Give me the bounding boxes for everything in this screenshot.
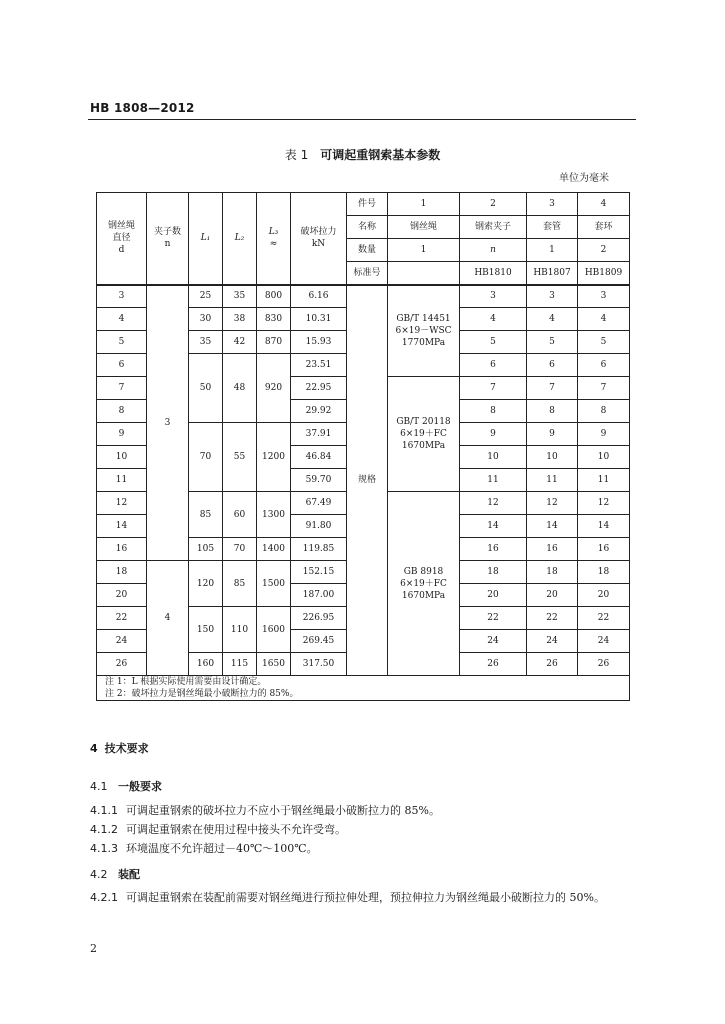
cell-l1: 70 — [189, 423, 223, 492]
cell-l3: 920 — [257, 354, 291, 423]
cell-l3: 1400 — [257, 538, 291, 561]
cell-clip: 14 — [460, 515, 527, 538]
cell-clip: 12 — [460, 492, 527, 515]
cell-l2: 38 — [223, 308, 257, 331]
cell-breaking-force: 91.80 — [291, 515, 347, 538]
table-note: 注 1：L 根据实际使用需要由设计确定。 — [105, 677, 267, 687]
cell-thimble: 16 — [578, 538, 630, 561]
cell-l1: 30 — [189, 308, 223, 331]
clause-number: 4.1.1 — [90, 804, 118, 817]
cell-clip: 8 — [460, 400, 527, 423]
col-header-breaking-force: 破坏拉力 kN — [291, 193, 347, 285]
cell-breaking-force: 23.51 — [291, 354, 347, 377]
cell-clip: 26 — [460, 653, 527, 676]
part-row-label: 件号 — [347, 193, 388, 216]
cell-sleeve: 16 — [527, 538, 578, 561]
cell-l1: 160 — [189, 653, 223, 676]
part-cell: 3 — [527, 193, 578, 216]
clause-text: 可调起重钢索的破坏拉力不应小于钢丝绳最小破断拉力的 85%。 — [126, 804, 440, 817]
cell-clip: 22 — [460, 607, 527, 630]
cell-breaking-force: 15.93 — [291, 331, 347, 354]
col-header-rope-diameter: 钢丝绳 直径 d — [97, 193, 147, 285]
part-cell: 1 — [388, 193, 460, 216]
cell-rope-diameter: 14 — [97, 515, 147, 538]
table-row — [97, 285, 630, 308]
cell-l2: 60 — [223, 492, 257, 538]
cell-thimble: 26 — [578, 653, 630, 676]
table-number: 表 1 — [284, 148, 309, 162]
cell-rope-standard: GB 8918 6×19＋FC 1670MPa — [388, 492, 460, 676]
cell-sleeve: 5 — [527, 331, 578, 354]
section-4-heading — [90, 740, 149, 756]
cell-l3: 1600 — [257, 607, 291, 653]
cell-thimble: 20 — [578, 584, 630, 607]
section-4-1-heading — [90, 778, 162, 794]
clause-4-1-1 — [90, 801, 638, 821]
section-title: 装配 — [118, 868, 140, 881]
cell-breaking-force: 10.31 — [291, 308, 347, 331]
cell-spec-label: 规格 — [347, 285, 388, 676]
cell-l2: 42 — [223, 331, 257, 354]
cell-thimble: 18 — [578, 561, 630, 584]
cell-l2: 85 — [223, 561, 257, 607]
cell-clip: 5 — [460, 331, 527, 354]
clause-number: 4.1.2 — [90, 823, 118, 836]
cell-l3: 800 — [257, 285, 291, 308]
cell-clip: 24 — [460, 630, 527, 653]
cell-breaking-force: 22.95 — [291, 377, 347, 400]
cell-sleeve: 3 — [527, 285, 578, 308]
page-number: 2 — [90, 942, 97, 955]
cell-rope-diameter: 26 — [97, 653, 147, 676]
clause-4-1-3 — [90, 839, 638, 859]
clause-text: 可调起重钢索在装配前需要对钢丝绳进行预拉伸处理，预拉伸拉力为钢丝绳最小破断拉力的 50%。 — [126, 891, 605, 904]
clause-4-2-1 — [90, 888, 638, 908]
cell-clip: 18 — [460, 561, 527, 584]
cell-l3: 1650 — [257, 653, 291, 676]
part-row-label: 标准号 — [347, 262, 388, 285]
cell-sleeve: 10 — [527, 446, 578, 469]
cell-sleeve: 11 — [527, 469, 578, 492]
cell-thimble: 8 — [578, 400, 630, 423]
unit-label: 单位为毫米 — [559, 173, 609, 184]
cell-sleeve: 6 — [527, 354, 578, 377]
cell-l2: 70 — [223, 538, 257, 561]
cell-rope-diameter: 10 — [97, 446, 147, 469]
clause-text: 环境温度不允许超过－40℃～100℃。 — [126, 842, 318, 855]
section-title: 技术要求 — [104, 742, 149, 755]
cell-thimble: 7 — [578, 377, 630, 400]
cell-rope-diameter: 5 — [97, 331, 147, 354]
cell-clip: 7 — [460, 377, 527, 400]
cell-breaking-force: 187.00 — [291, 584, 347, 607]
table-header-row — [97, 193, 630, 216]
cell-rope-diameter: 20 — [97, 584, 147, 607]
cell-thimble: 5 — [578, 331, 630, 354]
cell-l3: 1500 — [257, 561, 291, 607]
cell-rope-diameter: 3 — [97, 285, 147, 308]
cell-breaking-force: 119.85 — [291, 538, 347, 561]
cell-l1: 105 — [189, 538, 223, 561]
cell-sleeve: 18 — [527, 561, 578, 584]
part-cell: 钢丝绳 — [388, 216, 460, 239]
part-cell: 套环 — [578, 216, 630, 239]
cell-thimble: 12 — [578, 492, 630, 515]
cell-rope-standard: GB/T 20118 6×19＋FC 1670MPa — [388, 377, 460, 492]
cell-l2: 48 — [223, 354, 257, 423]
cell-rope-diameter: 22 — [97, 607, 147, 630]
cell-sleeve: 26 — [527, 653, 578, 676]
cell-thimble: 11 — [578, 469, 630, 492]
section-title: 一般要求 — [118, 780, 162, 793]
section-4-2-heading — [90, 866, 140, 882]
cell-sleeve: 7 — [527, 377, 578, 400]
table-notes — [97, 676, 630, 701]
cell-thimble: 9 — [578, 423, 630, 446]
clause-number: 4.2.1 — [90, 891, 118, 904]
cell-clip: 11 — [460, 469, 527, 492]
cell-rope-standard: GB/T 14451 6×19－WSC 1770MPa — [388, 285, 460, 377]
part-cell — [388, 262, 460, 285]
cell-sleeve: 12 — [527, 492, 578, 515]
cell-sleeve: 20 — [527, 584, 578, 607]
cell-l1: 50 — [189, 354, 223, 423]
cell-rope-diameter: 8 — [97, 400, 147, 423]
part-cell: n — [460, 239, 527, 262]
cell-breaking-force: 67.49 — [291, 492, 347, 515]
cell-clip: 16 — [460, 538, 527, 561]
header-divider — [88, 119, 636, 120]
cell-clip: 3 — [460, 285, 527, 308]
cell-breaking-force: 6.16 — [291, 285, 347, 308]
section-number: 4.1 — [90, 780, 108, 793]
cell-l3: 1300 — [257, 492, 291, 538]
cell-clip: 4 — [460, 308, 527, 331]
cell-l1: 150 — [189, 607, 223, 653]
cell-l2: 35 — [223, 285, 257, 308]
cell-rope-diameter: 16 — [97, 538, 147, 561]
cell-rope-diameter: 11 — [97, 469, 147, 492]
cell-clip: 20 — [460, 584, 527, 607]
cell-breaking-force: 46.84 — [291, 446, 347, 469]
cell-breaking-force: 152.15 — [291, 561, 347, 584]
cell-breaking-force: 37.91 — [291, 423, 347, 446]
cell-l3: 1200 — [257, 423, 291, 492]
cell-breaking-force: 29.92 — [291, 400, 347, 423]
col-header-l2: L₂ — [223, 193, 257, 285]
cell-rope-diameter: 24 — [97, 630, 147, 653]
cell-breaking-force: 317.50 — [291, 653, 347, 676]
part-cell: 2 — [578, 239, 630, 262]
cell-clip: 6 — [460, 354, 527, 377]
cell-thimble: 22 — [578, 607, 630, 630]
clause-number: 4.1.3 — [90, 842, 118, 855]
cell-clip: 9 — [460, 423, 527, 446]
cell-l2: 110 — [223, 607, 257, 653]
section-number: 4 — [90, 742, 98, 755]
cell-thimble: 3 — [578, 285, 630, 308]
col-header-clip-count: 夹子数 n — [147, 193, 189, 285]
cell-l1: 25 — [189, 285, 223, 308]
cell-thimble: 14 — [578, 515, 630, 538]
cell-clip-count: 3 — [147, 285, 189, 561]
cell-breaking-force: 226.95 — [291, 607, 347, 630]
part-cell: HB1810 — [460, 262, 527, 285]
cell-rope-diameter: 12 — [97, 492, 147, 515]
cell-sleeve: 8 — [527, 400, 578, 423]
cell-thimble: 4 — [578, 308, 630, 331]
part-cell: HB1809 — [578, 262, 630, 285]
cell-rope-diameter: 9 — [97, 423, 147, 446]
cell-rope-diameter: 18 — [97, 561, 147, 584]
cell-l1: 35 — [189, 331, 223, 354]
part-row-label: 名称 — [347, 216, 388, 239]
notes-cell — [97, 676, 630, 701]
cell-rope-diameter: 7 — [97, 377, 147, 400]
cell-l3: 830 — [257, 308, 291, 331]
cell-clip-count: 4 — [147, 561, 189, 676]
cell-l2: 55 — [223, 423, 257, 492]
part-cell: 套管 — [527, 216, 578, 239]
cell-breaking-force: 269.45 — [291, 630, 347, 653]
cell-sleeve: 9 — [527, 423, 578, 446]
table-caption — [0, 146, 725, 163]
section-number: 4.2 — [90, 868, 108, 881]
col-header-l1: L₁ — [189, 193, 223, 285]
cell-thimble: 6 — [578, 354, 630, 377]
cell-l3: 870 — [257, 331, 291, 354]
part-cell: 1 — [388, 239, 460, 262]
standard-header: HB 1808—2012 — [90, 101, 195, 115]
table-title: 可调起重钢索基本参数 — [320, 148, 441, 162]
cell-sleeve: 14 — [527, 515, 578, 538]
part-cell: 4 — [578, 193, 630, 216]
cell-clip: 10 — [460, 446, 527, 469]
cell-breaking-force: 59.70 — [291, 469, 347, 492]
col-header-l3: L₃ ≈ — [257, 193, 291, 285]
parameter-table — [96, 192, 630, 701]
part-cell: 1 — [527, 239, 578, 262]
clause-text: 可调起重钢索在使用过程中接头不允许受弯。 — [126, 823, 346, 836]
cell-sleeve: 24 — [527, 630, 578, 653]
part-cell: 2 — [460, 193, 527, 216]
cell-rope-diameter: 6 — [97, 354, 147, 377]
table-note: 注 2：破坏拉力是钢丝绳最小破断拉力的 85%。 — [105, 689, 299, 699]
cell-rope-diameter: 4 — [97, 308, 147, 331]
part-cell: 钢索夹子 — [460, 216, 527, 239]
cell-l1: 120 — [189, 561, 223, 607]
cell-sleeve: 4 — [527, 308, 578, 331]
clause-4-1-2 — [90, 820, 638, 840]
part-row-label: 数量 — [347, 239, 388, 262]
cell-l2: 115 — [223, 653, 257, 676]
part-cell: HB1807 — [527, 262, 578, 285]
cell-thimble: 10 — [578, 446, 630, 469]
cell-thimble: 24 — [578, 630, 630, 653]
cell-l1: 85 — [189, 492, 223, 538]
cell-sleeve: 22 — [527, 607, 578, 630]
